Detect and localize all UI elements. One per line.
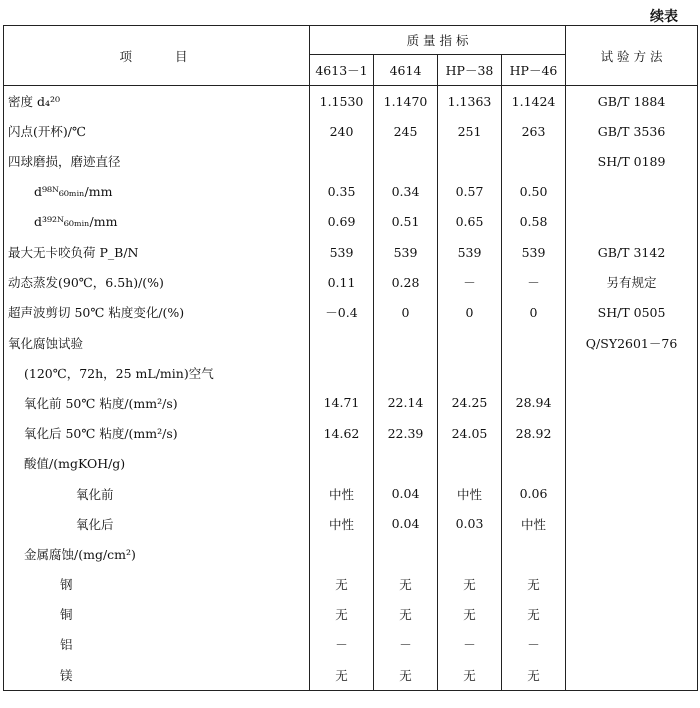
row-value-cell: 无 [310, 660, 374, 691]
row-value-cell: －0.4 [310, 297, 374, 327]
row-test-method: GB/T 3536 [566, 116, 698, 146]
row-value-cell: 0.04 [374, 478, 438, 508]
table-row [4, 297, 698, 327]
row-item-label: d³⁹²ᴺ₆₀ₘᵢₙ/mm [4, 207, 310, 237]
table-row [4, 539, 698, 569]
specification-table [3, 25, 698, 691]
table-row [4, 418, 698, 448]
row-value-cell: 24.25 [438, 388, 502, 418]
row-value-cell: 无 [374, 660, 438, 691]
row-value-cell: 14.71 [310, 388, 374, 418]
row-test-method [566, 478, 698, 508]
row-test-method: Q/SY2601－76 [566, 328, 698, 358]
row-value-cell: 0.69 [310, 207, 374, 237]
row-value-cell [310, 328, 374, 358]
row-value-cell: 无 [310, 599, 374, 629]
row-value-cell [438, 146, 502, 176]
row-value-cell [438, 328, 502, 358]
row-value-cell: 0 [374, 297, 438, 327]
row-item-label: 超声波剪切 50℃ 粘度变化/(%) [4, 297, 310, 327]
row-value-cell: 245 [374, 116, 438, 146]
row-test-method [566, 207, 698, 237]
row-value-cell: 240 [310, 116, 374, 146]
row-value-cell: 0.28 [374, 267, 438, 297]
row-value-cell [502, 539, 566, 569]
row-test-method [566, 629, 698, 659]
table-row [4, 509, 698, 539]
row-value-cell: 539 [374, 237, 438, 267]
row-item-label: 氧化后 [4, 509, 310, 539]
row-test-method [566, 448, 698, 478]
row-value-cell: － [310, 629, 374, 659]
row-item-label: 铝 [4, 629, 310, 659]
header-grade: 4614 [374, 55, 438, 86]
row-test-method [566, 177, 698, 207]
header-test-method: 试 验 方 法 [566, 26, 698, 86]
table-row [4, 448, 698, 478]
row-value-cell: 28.92 [502, 418, 566, 448]
row-value-cell: 0.35 [310, 177, 374, 207]
header-grade: HP－46 [502, 55, 566, 86]
table-row [4, 177, 698, 207]
row-test-method [566, 599, 698, 629]
table-row [4, 116, 698, 146]
row-value-cell: － [502, 629, 566, 659]
table-row [4, 328, 698, 358]
row-value-cell: 无 [438, 660, 502, 691]
row-value-cell: 0.04 [374, 509, 438, 539]
row-value-cell: － [374, 629, 438, 659]
table-row [4, 207, 698, 237]
row-value-cell: 0.11 [310, 267, 374, 297]
row-value-cell: 中性 [310, 478, 374, 508]
row-value-cell: 22.14 [374, 388, 438, 418]
table-row [4, 478, 698, 508]
row-value-cell: 24.05 [438, 418, 502, 448]
row-value-cell [502, 448, 566, 478]
row-value-cell: 539 [438, 237, 502, 267]
row-test-method: SH/T 0505 [566, 297, 698, 327]
row-item-label: 钢 [4, 569, 310, 599]
row-test-method [566, 358, 698, 388]
row-value-cell: 无 [374, 599, 438, 629]
row-value-cell: 1.1363 [438, 86, 502, 117]
row-value-cell: 1.1470 [374, 86, 438, 117]
row-item-label: (120℃，72h，25 mL/min)空气 [4, 358, 310, 388]
continued-label: 续表 [650, 9, 678, 25]
row-test-method [566, 660, 698, 691]
table-row [4, 388, 698, 418]
header-grade: 4613－1 [310, 55, 374, 86]
row-value-cell: 0.03 [438, 509, 502, 539]
row-value-cell [502, 358, 566, 388]
row-value-cell [374, 539, 438, 569]
row-value-cell [310, 448, 374, 478]
row-value-cell: 28.94 [502, 388, 566, 418]
row-item-label: 酸值/(mgKOH/g) [4, 448, 310, 478]
row-value-cell [374, 146, 438, 176]
row-item-label: 动态蒸发(90℃，6.5h)/(%) [4, 267, 310, 297]
row-value-cell [374, 448, 438, 478]
row-value-cell: 无 [502, 599, 566, 629]
row-value-cell: 539 [502, 237, 566, 267]
row-value-cell [502, 328, 566, 358]
row-value-cell: 中性 [310, 509, 374, 539]
row-value-cell [374, 358, 438, 388]
row-value-cell: 1.1424 [502, 86, 566, 117]
row-value-cell: － [502, 267, 566, 297]
row-value-cell: 中性 [502, 509, 566, 539]
row-value-cell: － [438, 267, 502, 297]
row-value-cell: 0.58 [502, 207, 566, 237]
row-value-cell [310, 146, 374, 176]
row-item-label: 氧化前 50℃ 粘度/(mm²/s) [4, 388, 310, 418]
row-test-method: GB/T 3142 [566, 237, 698, 267]
table-row [4, 629, 698, 659]
row-value-cell: 无 [310, 569, 374, 599]
row-value-cell: 0 [438, 297, 502, 327]
header-quality-index: 质 量 指 标 [310, 26, 566, 55]
row-test-method [566, 509, 698, 539]
row-value-cell: 0.06 [502, 478, 566, 508]
table-row [4, 146, 698, 176]
row-test-method [566, 388, 698, 418]
row-value-cell: 0.50 [502, 177, 566, 207]
table-row [4, 660, 698, 691]
row-item-label: 金属腐蚀/(mg/cm²) [4, 539, 310, 569]
row-value-cell: 539 [310, 237, 374, 267]
table-row [4, 237, 698, 267]
row-value-cell: 0.51 [374, 207, 438, 237]
row-value-cell [438, 358, 502, 388]
row-value-cell: 1.1530 [310, 86, 374, 117]
row-value-cell: 22.39 [374, 418, 438, 448]
row-value-cell: 14.62 [310, 418, 374, 448]
row-value-cell [438, 448, 502, 478]
row-item-label: 氧化前 [4, 478, 310, 508]
row-value-cell: 0 [502, 297, 566, 327]
row-test-method: 另有规定 [566, 267, 698, 297]
table-row [4, 86, 698, 117]
row-test-method [566, 539, 698, 569]
row-value-cell: 251 [438, 116, 502, 146]
row-item-label: d⁹⁸ᴺ₆₀ₘᵢₙ/mm [4, 177, 310, 207]
row-item-label: 密度 d₄²⁰ [4, 86, 310, 117]
row-value-cell [502, 146, 566, 176]
row-value-cell: 263 [502, 116, 566, 146]
row-value-cell: 0.65 [438, 207, 502, 237]
row-value-cell: 无 [502, 660, 566, 691]
row-test-method: SH/T 0189 [566, 146, 698, 176]
table-row [4, 267, 698, 297]
row-value-cell: 无 [374, 569, 438, 599]
table-row [4, 569, 698, 599]
row-item-label: 氧化腐蚀试验 [4, 328, 310, 358]
row-value-cell [438, 539, 502, 569]
row-value-cell [310, 539, 374, 569]
row-test-method: GB/T 1884 [566, 86, 698, 117]
row-item-label: 最大无卡咬负荷 P_B/N [4, 237, 310, 267]
row-value-cell: － [438, 629, 502, 659]
row-item-label: 四球磨损，磨迹直径 [4, 146, 310, 176]
row-item-label: 闪点(开杯)/℃ [4, 116, 310, 146]
row-test-method [566, 418, 698, 448]
table-body [4, 86, 698, 691]
row-value-cell: 无 [502, 569, 566, 599]
row-value-cell [310, 358, 374, 388]
row-value-cell: 无 [438, 599, 502, 629]
row-item-label: 铜 [4, 599, 310, 629]
row-value-cell: 无 [438, 569, 502, 599]
row-value-cell: 中性 [438, 478, 502, 508]
row-item-label: 氧化后 50℃ 粘度/(mm²/s) [4, 418, 310, 448]
row-value-cell: 0.57 [438, 177, 502, 207]
table-row [4, 358, 698, 388]
header-item: 项 目 [4, 26, 310, 86]
row-value-cell: 0.34 [374, 177, 438, 207]
row-test-method [566, 569, 698, 599]
header-grade: HP－38 [438, 55, 502, 86]
row-value-cell [374, 328, 438, 358]
row-item-label: 镁 [4, 660, 310, 691]
table-row [4, 599, 698, 629]
